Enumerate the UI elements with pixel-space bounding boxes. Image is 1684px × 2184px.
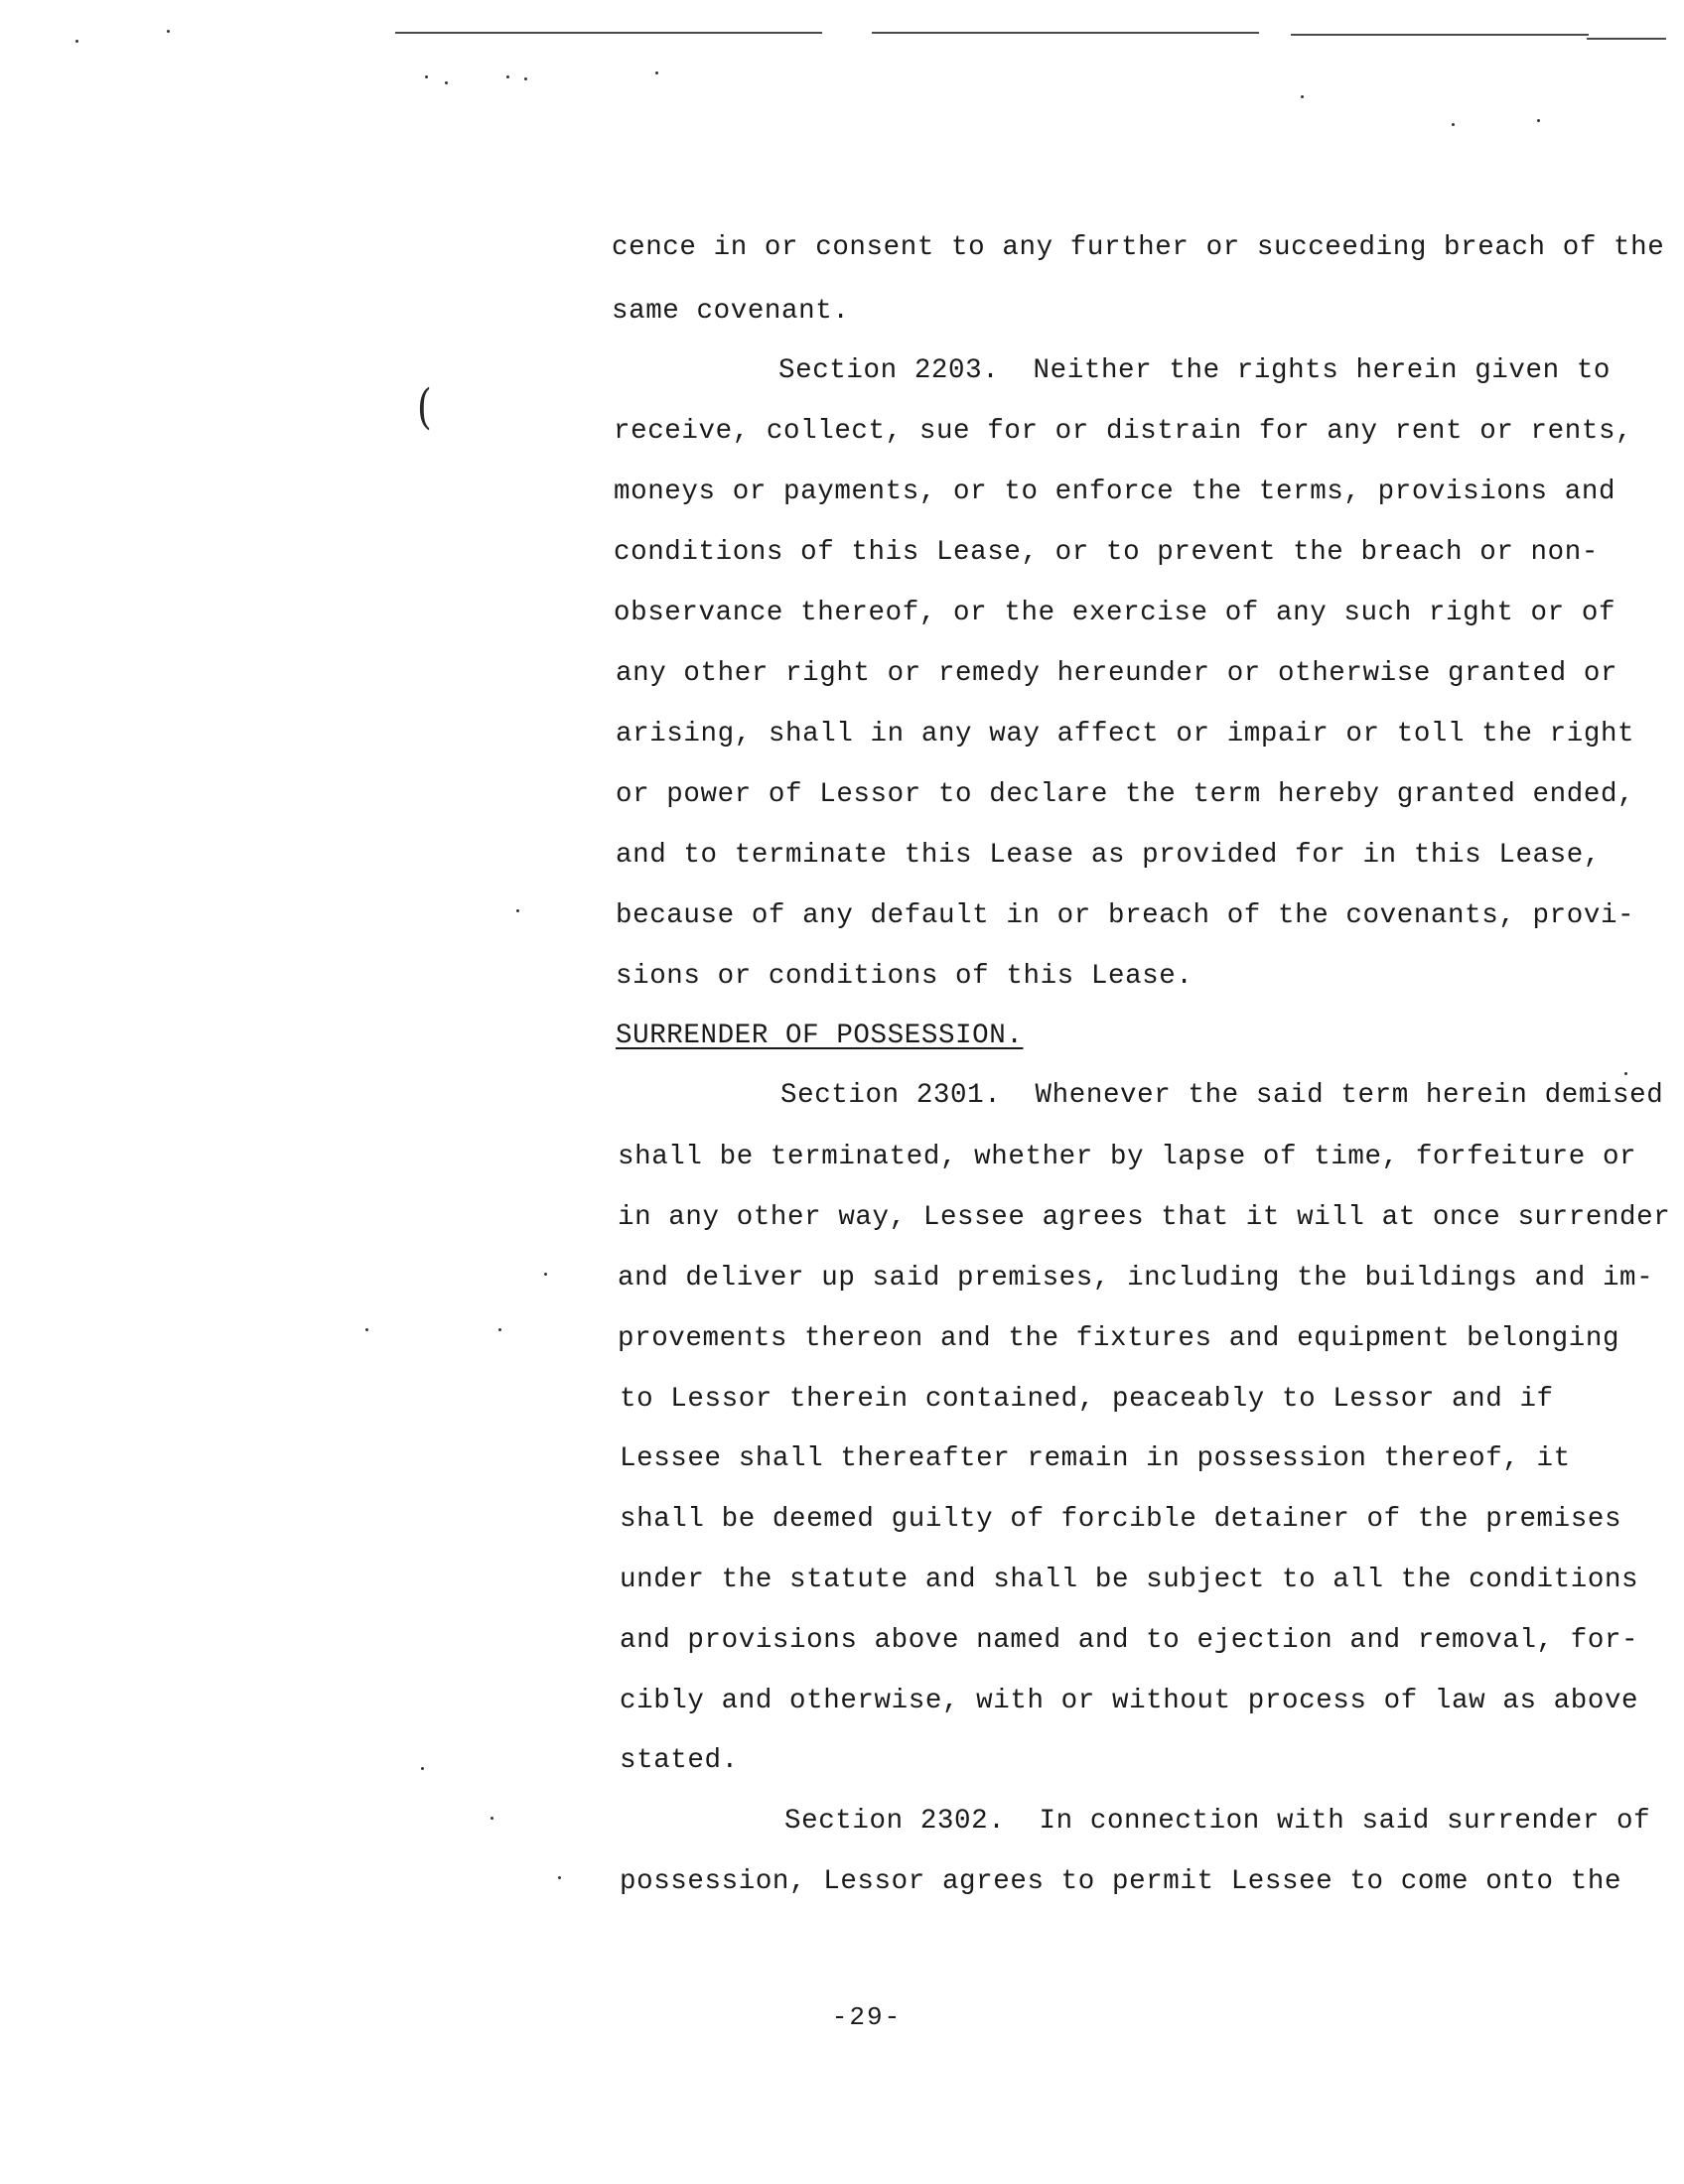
scan-speck <box>421 1767 424 1770</box>
scan-speck <box>365 1328 368 1331</box>
section-2302-start: Section 2302. In connection with said surrender of <box>784 1806 1651 1837</box>
text-line: stated. <box>620 1745 739 1776</box>
text-line: and provisions above named and to ejection and removal, for- <box>620 1625 1639 1656</box>
scan-speck <box>1624 1072 1627 1075</box>
scan-speck <box>558 1876 561 1879</box>
text-line: cibly and otherwise, with or without process of law as above <box>620 1686 1639 1716</box>
section-heading-surrender-of-possession: SURRENDER OF POSSESSION. <box>616 1021 1024 1051</box>
text-line: because of any default in or breach of the covenants, provi- <box>616 900 1635 931</box>
text-line: receive, collect, sue for or distrain for any rent or rents, <box>614 416 1633 447</box>
scan-speck <box>167 30 170 33</box>
text-line: in any other way, Lessee agrees that it will at once surrender <box>618 1202 1671 1233</box>
scan-speck <box>75 40 78 43</box>
scan-artifact-rule <box>395 32 822 34</box>
margin-paren-mark: ( <box>416 379 432 435</box>
scan-speck <box>498 1328 501 1331</box>
scan-speck <box>1537 119 1540 122</box>
text-line: and deliver up said premises, including the buildings and im- <box>618 1263 1654 1294</box>
text-line: conditions of this Lease, or to prevent the breach or non- <box>614 537 1599 568</box>
scan-speck <box>655 71 658 74</box>
text-line: and to terminate this Lease as provided for in this Lease, <box>616 840 1601 871</box>
text-line: under the statute and shall be subject to all the conditions <box>620 1565 1639 1595</box>
text-line: observance thereof, or the exercise of any such right or of <box>614 598 1616 628</box>
page-number: -29- <box>831 2002 903 2032</box>
text-line: shall be terminated, whether by lapse of time, forfeiture or <box>618 1142 1637 1172</box>
scan-artifact-rule <box>1291 34 1589 36</box>
scan-artifact-rule <box>1587 38 1666 40</box>
scan-artifact-rule <box>872 32 1259 34</box>
scan-speck <box>524 77 527 80</box>
text-line: or power of Lessor to declare the term hereby granted ended, <box>616 779 1635 810</box>
text-line: provements thereon and the fixtures and equipment belonging <box>618 1323 1620 1354</box>
scan-speck <box>425 75 428 78</box>
scan-speck <box>516 909 519 912</box>
scan-speck <box>506 75 509 78</box>
text-line: to Lessor therein contained, peaceably to Lessor and if <box>620 1384 1554 1415</box>
text-line: any other right or remedy hereunder or otherwise granted or <box>616 658 1618 689</box>
text-line: sions or conditions of this Lease. <box>616 961 1193 992</box>
text-line: moneys or payments, or to enforce the terms, provisions and <box>614 477 1616 507</box>
text-line: same covenant. <box>612 296 850 327</box>
scan-speck <box>445 81 448 84</box>
text-line: cence in or consent to any further or succeeding breach of the <box>612 232 1665 263</box>
text-line: shall be deemed guilty of forcible detainer of the premises <box>620 1504 1622 1535</box>
scan-speck <box>1452 123 1455 126</box>
text-line: Lessee shall thereafter remain in possession thereof, it <box>620 1443 1571 1474</box>
section-2203-start: Section 2203. Neither the rights herein given to <box>778 355 1612 386</box>
scan-speck <box>544 1273 547 1276</box>
scan-speck <box>1301 95 1304 98</box>
text-line: possession, Lessor agrees to permit Lessee to come onto the <box>620 1866 1622 1897</box>
scan-speck <box>491 1817 493 1820</box>
text-line: arising, shall in any way affect or impair or toll the right <box>616 719 1635 750</box>
section-2301-start: Section 2301. Whenever the said term herein demised <box>780 1080 1664 1111</box>
